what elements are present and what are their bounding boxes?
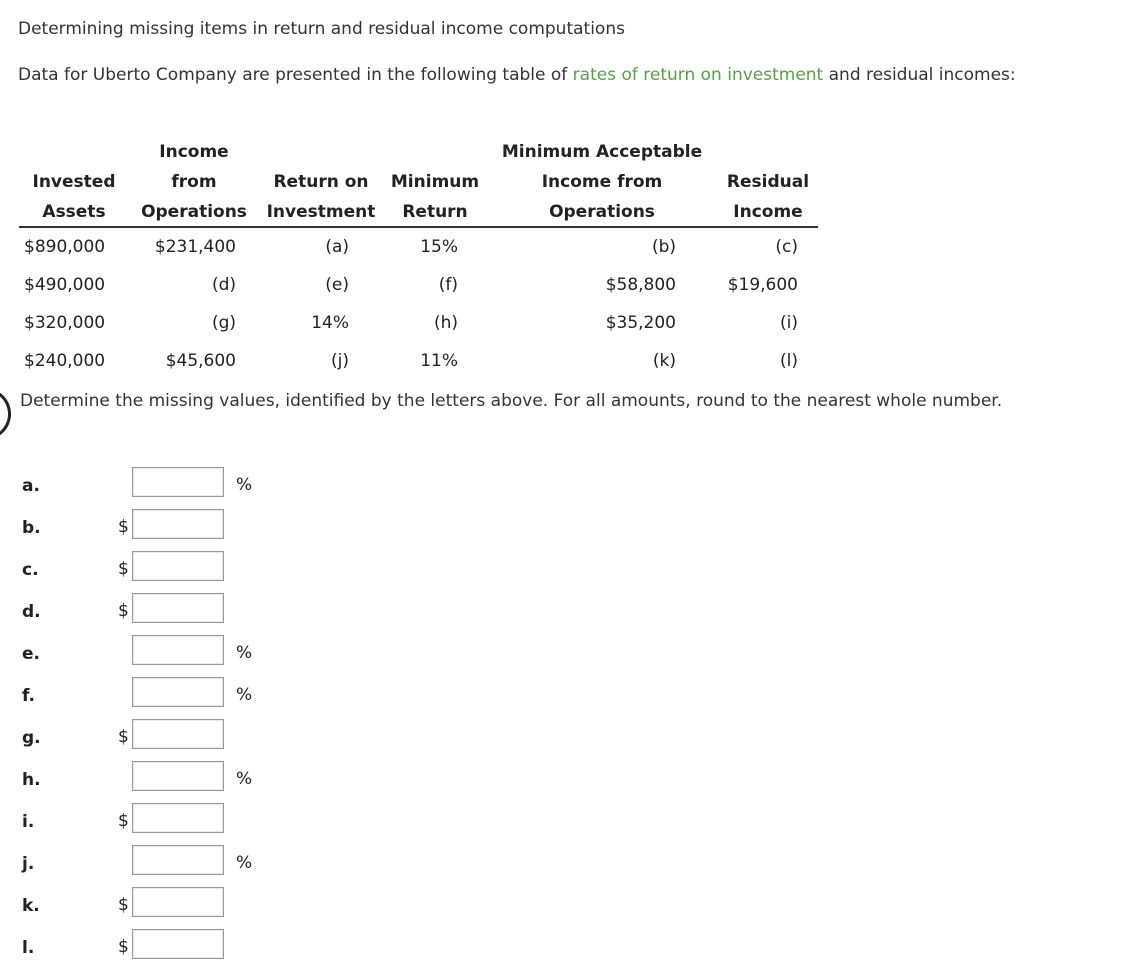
cell-r2-assets: $490,000: [24, 275, 106, 295]
header-income-from-operations: [134, 137, 254, 227]
answer-label-b: b.: [22, 518, 41, 538]
answer-suffix-a: %: [236, 475, 253, 495]
answer-label-a: a.: [22, 476, 40, 496]
answer-label-e: e.: [22, 644, 40, 664]
header-income-line1: Income: [159, 142, 229, 162]
intro-before: Data for Uberto Company are presented in the following table of: [18, 65, 573, 85]
header-min-acceptable-income: [490, 137, 714, 227]
header-min-acc-line2: Income from: [541, 172, 663, 192]
cell-r4-assets: $240,000: [24, 351, 106, 371]
answer-input-d[interactable]: [132, 593, 224, 623]
answer-label-i: i.: [22, 812, 35, 832]
header-invested-assets-line2: Assets: [42, 202, 106, 222]
header-income-line2: from: [171, 172, 217, 192]
answer-suffix-j: %: [236, 853, 253, 873]
cell-r4-residual: (l): [780, 351, 798, 371]
header-residual-line1: Residual: [726, 172, 810, 192]
cell-r2-min-return: (f): [438, 275, 458, 295]
cell-r1-roi: (a): [325, 237, 349, 257]
answer-input-c[interactable]: [132, 551, 224, 581]
cell-r2-income: (d): [211, 275, 236, 295]
header-roi-line2: Investment: [266, 202, 376, 222]
answer-prefix-c: $: [118, 559, 129, 579]
answer-input-i[interactable]: [132, 803, 224, 833]
cell-r1-min-return: 15%: [420, 237, 458, 257]
header-residual-income: [716, 167, 820, 227]
header-roi-line1: Return on: [273, 172, 369, 192]
header-min-return-line1: Minimum: [390, 172, 480, 192]
header-invested-assets: [18, 167, 130, 227]
answer-label-j: j.: [22, 854, 35, 874]
cell-r3-min-return: (h): [433, 313, 458, 333]
answer-input-l[interactable]: [132, 929, 224, 959]
page-title: Determining missing items in return and residual income computations: [18, 19, 625, 39]
intro-text: [18, 65, 1016, 85]
cell-r3-income: (g): [211, 313, 236, 333]
answer-input-e[interactable]: [132, 635, 224, 665]
answer-suffix-f: %: [236, 685, 253, 705]
cell-r4-min-return: 11%: [420, 351, 458, 371]
cell-r3-residual: (i): [780, 313, 798, 333]
answer-label-f: f.: [22, 686, 35, 706]
header-min-acc-line3: Operations: [549, 202, 655, 222]
answer-prefix-k: $: [118, 895, 129, 915]
header-minimum-return: [386, 167, 484, 227]
answer-label-h: h.: [22, 770, 41, 790]
answer-prefix-g: $: [118, 727, 129, 747]
answer-prefix-l: $: [118, 937, 129, 957]
roi-link[interactable]: rates of return on investment: [572, 65, 824, 85]
cell-r3-min-income: $35,200: [605, 313, 676, 333]
answer-input-h[interactable]: [132, 761, 224, 791]
header-invested-assets-line1: Invested: [32, 172, 116, 192]
cell-r3-assets: $320,000: [24, 313, 106, 333]
header-income-line3: Operations: [141, 202, 247, 222]
answer-label-d: d.: [22, 602, 41, 622]
answer-input-k[interactable]: [132, 887, 224, 917]
header-min-acc-line1: Minimum Acceptable: [501, 142, 703, 162]
answer-input-a[interactable]: [132, 467, 224, 497]
answer-input-j[interactable]: [132, 845, 224, 875]
header-min-return-line2: Return: [402, 202, 468, 222]
answer-label-g: g.: [22, 728, 41, 748]
instructions: Determine the missing values, identified by the letters above. For all amounts, round to the nearest whole number.: [20, 391, 1003, 411]
answer-input-f[interactable]: [132, 677, 224, 707]
cell-r4-min-income: (k): [652, 351, 676, 371]
cell-r1-income: $231,400: [154, 237, 236, 257]
answer-prefix-d: $: [118, 601, 129, 621]
answer-prefix-b: $: [118, 517, 129, 537]
answer-input-b[interactable]: [132, 509, 224, 539]
cell-r4-income: $45,600: [165, 351, 236, 371]
answer-input-g[interactable]: [132, 719, 224, 749]
answer-prefix-i: $: [118, 811, 129, 831]
cell-r1-assets: $890,000: [24, 237, 106, 257]
cell-r3-roi: 14%: [311, 313, 349, 333]
cell-r2-residual: $19,600: [727, 275, 798, 295]
cell-r1-min-income: (b): [651, 237, 676, 257]
answer-label-k: k.: [22, 896, 40, 916]
header-divider: [19, 226, 818, 228]
header-return-on-investment: [258, 167, 384, 227]
header-residual-line2: Income: [733, 202, 803, 222]
answer-suffix-e: %: [236, 643, 253, 663]
collapse-arc-icon: [0, 388, 11, 440]
cell-r2-min-income: $58,800: [605, 275, 676, 295]
intro-after: and residual incomes:: [823, 65, 1016, 85]
cell-r4-roi: (j): [331, 351, 349, 371]
answer-label-l: l.: [22, 938, 35, 958]
answer-suffix-h: %: [236, 769, 253, 789]
answer-label-c: c.: [22, 560, 39, 580]
cell-r2-roi: (e): [325, 275, 349, 295]
cell-r1-residual: (c): [775, 237, 798, 257]
